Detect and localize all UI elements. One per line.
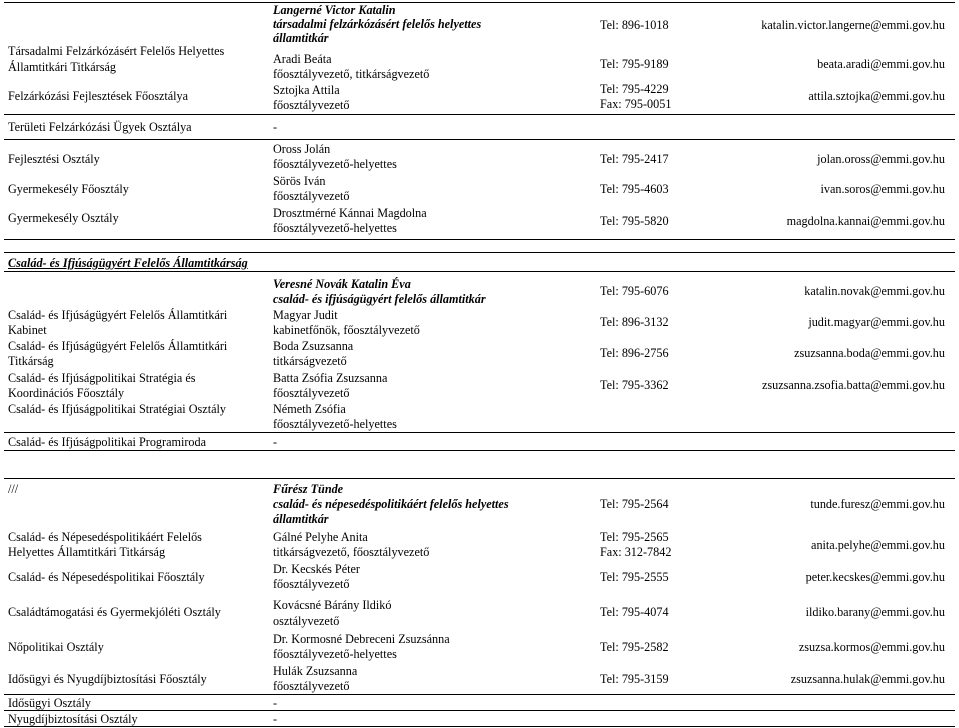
unit-name: Család- és Ifjúságpolitikai Stratégiai Osztály (8, 402, 226, 416)
person-title: titkárságvezető (273, 354, 347, 368)
person-title: osztályvezető (273, 614, 340, 628)
unit-name: Család- és Ifjúságpolitikai Stratégia és (8, 371, 196, 385)
person-name: Fűrész Tünde (273, 482, 344, 496)
unit-name: Államtitkári Titkárság (8, 60, 116, 74)
person-name: Gálné Pelyhe Anita (273, 530, 368, 544)
unit-name: Család- és Népesedéspolitikai Főosztály (8, 570, 205, 584)
email-link[interactable]: katalin.novak@emmi.gov.hu (804, 284, 945, 298)
person-name: Kovácsné Bárány Ildikó (273, 598, 392, 612)
unit-name: Gyermekesély Főosztály (8, 182, 129, 196)
dash-placeholder: - (273, 712, 278, 726)
email-link[interactable]: zsuzsanna.hulak@emmi.gov.hu (790, 672, 945, 686)
phone-number: Tel: 795-3159 (600, 672, 669, 686)
email-link[interactable]: magdolna.kannai@emmi.gov.hu (786, 214, 945, 228)
phone-number: Tel: 795-6076 (600, 284, 669, 298)
unit-name: Helyettes Államtitkári Titkárság (8, 545, 166, 559)
unit-name: Felzárkózási Fejlesztések Főosztálya (8, 89, 189, 103)
person-title: főosztályvezető-helyettes (273, 417, 397, 431)
divider (4, 478, 955, 479)
person-title: főosztályvezető (273, 386, 350, 400)
unit-name: Családtámogatási és Gyermekjóléti Osztály (8, 605, 221, 619)
person-name: Németh Zsófia (273, 402, 346, 416)
person-title: család- és népesedéspolitikáért felelős helyettes (273, 497, 509, 511)
person-title: társadalmi felzárkózásért felelős helyettes (273, 17, 482, 31)
divider (4, 726, 955, 727)
person-name: Drosztmérné Kánnai Magdolna (273, 206, 427, 220)
person-name: Sörös Iván (273, 174, 326, 188)
unit-name: Koordinációs Főosztály (8, 386, 125, 400)
divider (4, 450, 955, 451)
email-link[interactable]: jolan.oross@emmi.gov.hu (817, 152, 945, 166)
unit-name: Idősügyi Osztály (8, 696, 91, 710)
divider (4, 139, 955, 140)
dash-placeholder: - (273, 120, 278, 134)
unit-name: Nőpolitikai Osztály (8, 640, 104, 654)
unit-name: Titkárság (8, 354, 54, 368)
person-name: Langerné Victor Katalin (273, 3, 396, 17)
unit-name: Család- és Ifjúságpolitikai Programiroda (8, 435, 206, 449)
phone-number: Tel: 795-4603 (600, 182, 669, 196)
phone-number: Tel: 795-4229 (600, 82, 669, 96)
person-title: főosztályvezető (273, 679, 350, 693)
email-link[interactable]: ildiko.barany@emmi.gov.hu (805, 605, 945, 619)
phone-number: Tel: 795-5820 (600, 214, 669, 228)
person-title: főosztályvezető (273, 98, 350, 112)
person-name: Boda Zsuzsanna (273, 339, 354, 353)
phone-number: Tel: 795-9189 (600, 57, 669, 71)
divider (4, 694, 955, 695)
email-link[interactable]: zsuzsa.kormos@emmi.gov.hu (798, 640, 945, 654)
person-title: főosztályvezető-helyettes (273, 157, 397, 171)
person-name: Aradi Beáta (273, 52, 332, 66)
person-title: államtitkár (273, 512, 329, 526)
divider (4, 114, 955, 115)
divider (4, 2, 955, 3)
divider (4, 432, 955, 433)
email-link[interactable]: katalin.victor.langerne@emmi.gov.hu (761, 18, 945, 32)
person-title: főosztályvezető-helyettes (273, 647, 397, 661)
person-title: kabinetfőnök, főosztályvezető (273, 323, 420, 337)
dash-placeholder: - (273, 696, 278, 710)
person-title: főosztályvezető (273, 577, 350, 591)
person-title: főosztályvezető (273, 189, 350, 203)
section-heading: Család- és Ifjúságügyért Felelős Államtitkárság (8, 256, 248, 270)
email-link[interactable]: judit.magyar@emmi.gov.hu (808, 315, 945, 329)
person-title: államtitkár (273, 31, 329, 45)
phone-number: Tel: 896-2756 (600, 346, 669, 360)
email-link[interactable]: ivan.soros@emmi.gov.hu (820, 182, 945, 196)
person-name: Veresné Novák Katalin Éva (273, 277, 411, 291)
phone-number: Tel: 795-2565 (600, 530, 669, 544)
email-link[interactable]: zsuzsanna.boda@emmi.gov.hu (794, 346, 945, 360)
unit-name: Nyugdíjbiztosítási Osztály (8, 712, 138, 726)
unit-name: Család- és Népesedéspolitikáért Felelős (8, 530, 202, 544)
section-marker: /// (8, 482, 19, 496)
phone-number: Tel: 795-2555 (600, 570, 669, 584)
email-link[interactable]: beata.aradi@emmi.gov.hu (817, 57, 945, 71)
person-name: Dr. Kecskés Péter (273, 562, 360, 576)
person-name: Oross Jolán (273, 142, 331, 156)
fax-number: Fax: 312-7842 (600, 545, 672, 559)
person-title: főosztályvezető-helyettes (273, 221, 397, 235)
person-name: Dr. Kormosné Debreceni Zsuzsánna (273, 632, 450, 646)
unit-name: Család- és Ifjúságügyért Felelős Államtitkári (8, 339, 228, 353)
phone-number: Tel: 795-3362 (600, 378, 669, 392)
unit-name: Család- és Ifjúságügyért Felelős Államtitkári (8, 308, 228, 322)
person-name: Hulák Zsuzsanna (273, 664, 358, 678)
person-name: Batta Zsófia Zsuzsanna (273, 371, 388, 385)
phone-number: Tel: 795-2417 (600, 152, 669, 166)
fax-number: Fax: 795-0051 (600, 97, 672, 111)
dash-placeholder: - (273, 435, 278, 449)
phone-number: Tel: 795-2564 (600, 497, 669, 511)
unit-name: Gyermekesély Osztály (8, 211, 119, 225)
divider (4, 710, 955, 711)
email-link[interactable]: anita.pelyhe@emmi.gov.hu (811, 538, 945, 552)
divider (4, 239, 955, 240)
divider (4, 252, 955, 253)
person-title: család- és ifjúságügyért felelős államtitkár (273, 292, 486, 306)
unit-name: Fejlesztési Osztály (8, 152, 100, 166)
unit-name: Kabinet (8, 323, 47, 337)
person-name: Sztojka Attila (273, 83, 340, 97)
divider (4, 271, 955, 272)
email-link[interactable]: zsuzsanna.zsofia.batta@emmi.gov.hu (761, 378, 945, 392)
email-link[interactable]: peter.kecskes@emmi.gov.hu (805, 570, 945, 584)
phone-number: Tel: 795-2582 (600, 640, 669, 654)
person-name: Magyar Judit (273, 308, 338, 322)
phone-number: Tel: 795-4074 (600, 605, 669, 619)
person-title: titkárságvezető, főosztályvezető (273, 545, 430, 559)
email-link[interactable]: attila.sztojka@emmi.gov.hu (808, 89, 945, 103)
person-title: főosztályvezető, titkárságvezető (273, 67, 430, 81)
unit-name: Területi Felzárkózási Ügyek Osztálya (8, 120, 192, 134)
unit-name: Társadalmi Felzárkózásért Felelős Helyettes (8, 44, 225, 58)
phone-number: Tel: 896-3132 (600, 315, 669, 329)
phone-number: Tel: 896-1018 (600, 18, 669, 32)
unit-name: Idősügyi és Nyugdíjbiztosítási Főosztály (8, 672, 207, 686)
email-link[interactable]: tunde.furesz@emmi.gov.hu (810, 497, 945, 511)
